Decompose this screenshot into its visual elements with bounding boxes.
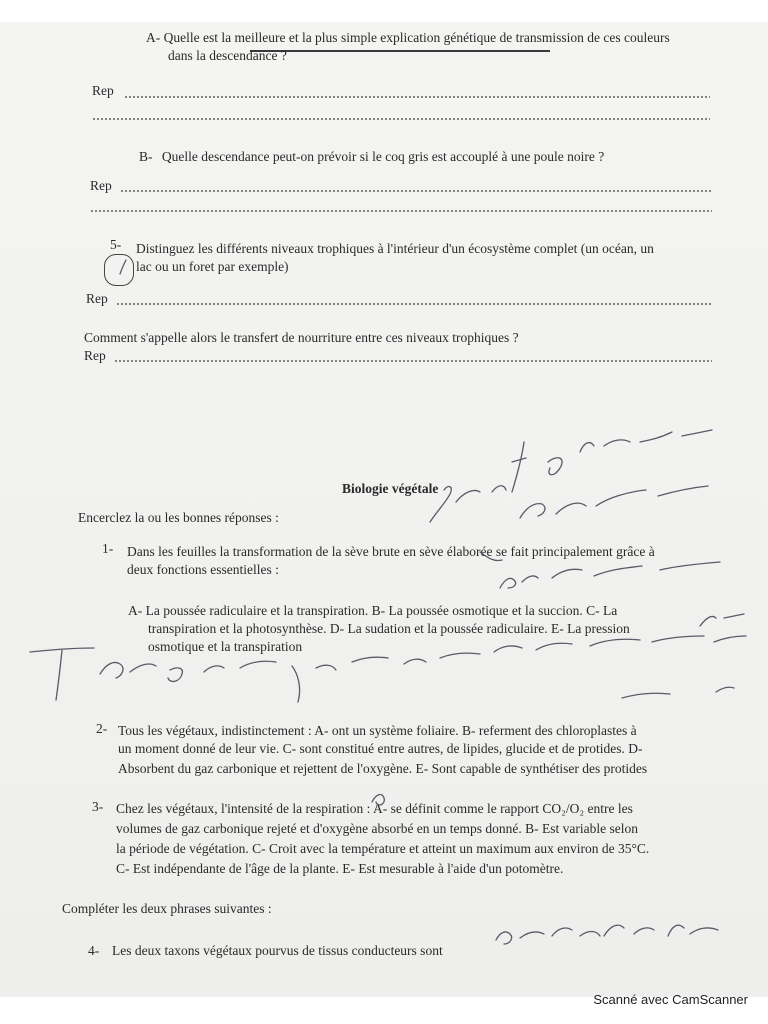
question-5-followup: Comment s'appelle alors le transfert de nourriture entre ces niveaux trophiques ? [84, 330, 519, 345]
question-b [139, 148, 604, 165]
question-a-label: A- [146, 30, 161, 45]
q2-line3: Absorbent du gaz carbonique et rejettent de l'oxygène. E- Sont capable de synthétiser des protides [118, 761, 648, 776]
answer-label-5: Rep [86, 291, 108, 306]
answer-line-5 [116, 303, 712, 305]
q3-line3: la période de végétation. C- Croit avec la température et atteint un maximum aux environ de 35°C. [116, 841, 650, 856]
question-a-line1: Quelle est la meilleure et la plus simple explication génétique de transmission de ces couleurs [163, 30, 670, 45]
question-5-line1: Distinguez les différents niveaux trophiques à l'intérieur d'un écosystème complet (un océan, un [136, 241, 654, 256]
complete-instruction: Compléter les deux phrases suivantes : [62, 901, 272, 916]
answer-label-5b: Rep [84, 348, 106, 363]
question-b-text: Quelle descendance peut-on prévoir si le coq gris est accouplé à une poule noire ? [161, 149, 605, 164]
q4-number: 4- [88, 943, 100, 958]
question-a [146, 29, 670, 46]
answer-line-5b [114, 360, 712, 362]
q3-line2: volumes de gaz carbonique rejeté et d'oxygène absorbé en un temps donné. B- Est variable selon [116, 821, 639, 836]
answer-line-b2 [90, 210, 712, 212]
section-title: Biologie végétale [342, 481, 439, 496]
q1-options-line3: osmotique et la transpiration [148, 639, 303, 654]
page-top-rule [250, 50, 550, 52]
q1-line2: deux fonctions essentielles : [127, 562, 279, 577]
question-5-line2: lac ou un foret par exemple) [136, 259, 289, 274]
q2-line1: Tous les végétaux, indistinctement : A- ont un système foliaire. B- referment des chloroplastes à [118, 723, 637, 738]
q1-options-line1: A- La poussée radiculaire et la transpiration. B- La poussée osmotique et la succion. C- La [128, 603, 618, 618]
q1-line1: Dans les feuilles la transformation de la sève brute en sève élaborée se fait principalement grâce à [127, 544, 655, 559]
question-b-label: B- [139, 149, 153, 164]
answer-line-a2 [92, 118, 710, 120]
scanned-page [0, 22, 768, 997]
section-instruction: Encerclez la ou les bonnes réponses : [78, 510, 279, 525]
question-a-line2: dans la descendance ? [168, 48, 287, 63]
q2-line2: un moment donné de leur vie. C- sont constitué entre autres, de lipides, glucide et de protides. D- [118, 741, 643, 756]
camscanner-watermark: Scanné avec CamScanner [593, 992, 748, 1007]
q3-line1: Chez les végétaux, l'intensité de la respiration : A- se définit comme le rapport CO₂/O₂ entre les [116, 801, 633, 816]
answer-line-b1 [120, 190, 712, 192]
answer-line-a1 [124, 96, 710, 98]
answer-label-b: Rep [90, 178, 112, 193]
answer-label-a: Rep [92, 83, 114, 98]
q3-line4: C- Est indépendante de l'âge de la plante. E- Est mesurable à l'aide d'un potomètre. [116, 861, 564, 876]
q1-number: 1- [102, 541, 114, 556]
question-5-circle [104, 254, 134, 286]
q3-number: 3- [92, 799, 104, 814]
q1-options-line2: transpiration et la photosynthèse. D- La sudation et la poussée radiculaire. E- La pression [148, 621, 630, 636]
question-5-number: 5- [110, 237, 122, 252]
q4-text: Les deux taxons végétaux pourvus de tissus conducteurs sont [112, 943, 443, 958]
q2-number: 2- [96, 721, 108, 736]
